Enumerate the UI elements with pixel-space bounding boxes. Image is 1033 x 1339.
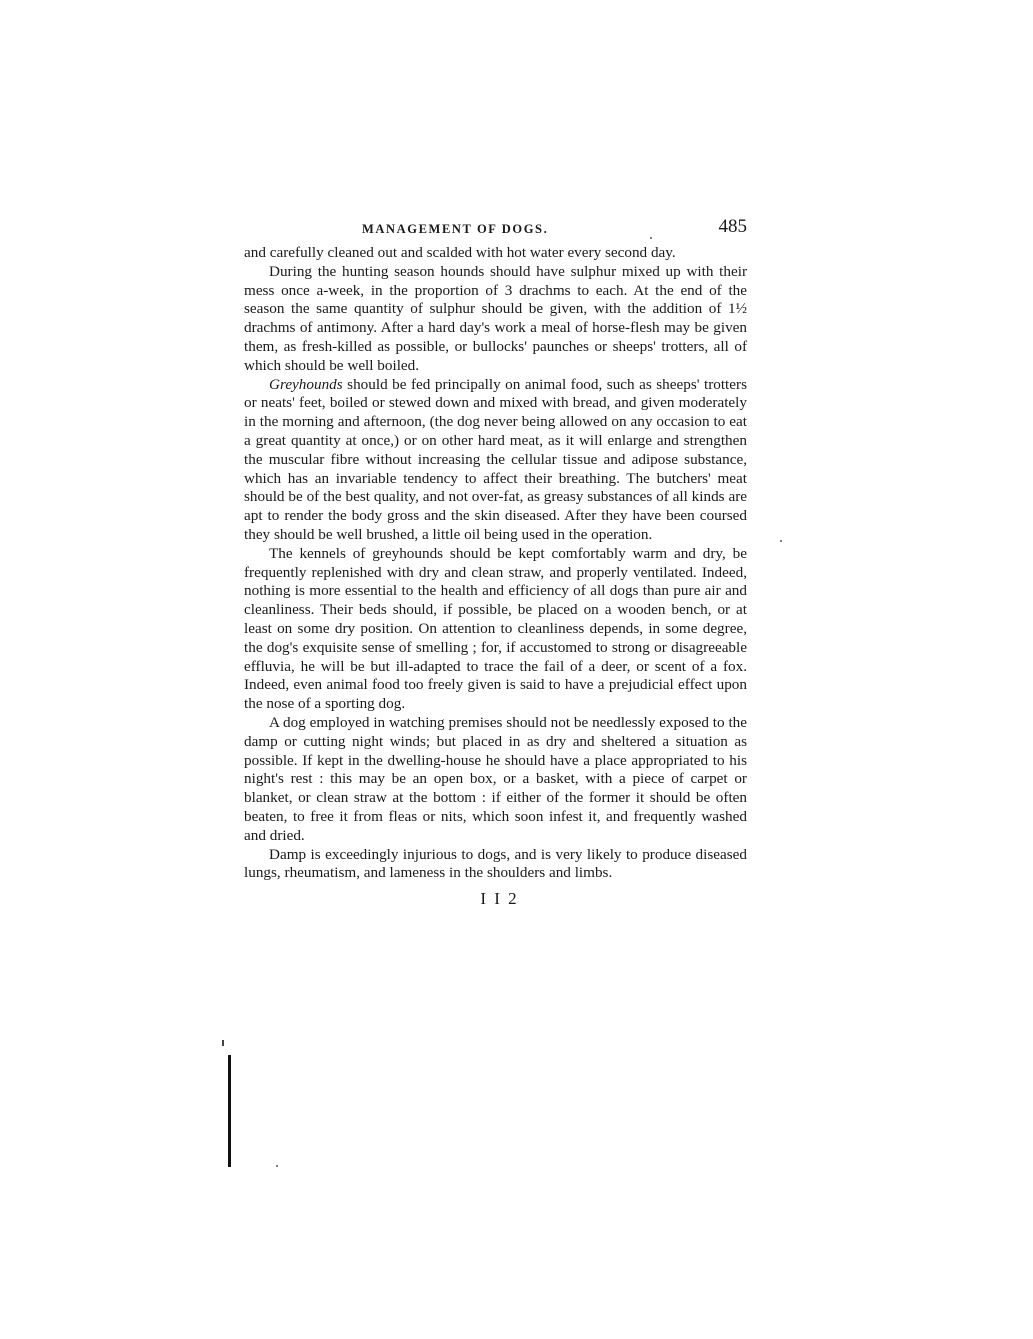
paragraph-greyhounds-text: should be fed principally on animal food, such as sheeps' trotters or neats' feet, boiled or stewed down and mixed with bread, and given moderately in the morning and afternoon, (the dog never being allowed on any occasion to eat a great quantity at once,) or on other hard meat, as it will enlarge and strengthen the muscular fibre without increasing the cellular tissue and adipose substance, which has an invariable tendency to affect their breathing. The butchers' meat should be of the best quality, and not over-fat, as greasy substances of all kinds are apt to render the body gross and the skin diseased. After they have been coursed they should be well brushed, a little oil being used in the operation. [244,375,747,543]
margin-mark-top [222,1040,224,1046]
page-header [244,214,747,244]
scan-speck [780,540,782,542]
signature-mark: I I 2 [480,889,519,909]
scan-speck [276,1165,278,1167]
page-number: 485 [718,216,747,237]
running-title: MANAGEMENT OF DOGS. [362,222,549,236]
scan-speck [650,237,652,239]
paragraph-watch-dog: A dog employed in watching premises should not be needlessly exposed to the damp or cutting night winds; but placed in as dry and sheltered a situation as possible. If kept in the dwelling-house he should have a place appropriated to his night's rest : this may be an open box, or a basket, with a piece of carpet or blanket, or clean straw at the bottom : if either of the former it should be often beaten, to free it from fleas or nits, which soon infest it, and frequently washed and dried. [244,713,747,844]
book-page [244,214,747,909]
paragraph-damp: Damp is exceedingly injurious to dogs, and is very likely to produce diseased lungs, rheumatism, and lameness in the shoulders and limbs. [244,845,747,882]
paragraph-greyhounds-feeding [244,376,747,545]
margin-binding-mark [228,1055,231,1167]
body-text [244,244,747,883]
paragraph-continuation: and carefully cleaned out and scalded with hot water every second day. [244,244,676,261]
italic-term-greyhounds: Greyhounds [269,375,343,393]
paragraph-hounds-sulphur: During the hunting season hounds should have sulphur mixed up with their mess once a-week, in the proportion of 3 drachms to each. At the end of the season the same quantity of sulphur should be given, with the addition of 1½ drachms of antimony. After a hard day's work a meal of horse-flesh may be given them, as fresh-killed as possible, or bullocks' paunches or sheeps' trotters, all of which should be well boiled. [244,262,747,374]
paragraph-kennels: The kennels of greyhounds should be kept comfortably warm and dry, be frequently replenished with dry and clean straw, and properly ventilated. Indeed, nothing is more essential to the health and efficiency of all dogs than pure air and cleanliness. Their beds should, if possible, be placed on a wooden bench, or at least on some dry position. On attention to cleanliness depends, in some degree, the dog's exquisite sense of smelling ; for, if accustomed to strong or disagreeable effluvia, he will be but ill-adapted to trace the fail of a deer, or scent of a fox. Indeed, even animal food too freely given is said to have a prejudicial effect upon the nose of a sporting dog. [244,544,747,713]
